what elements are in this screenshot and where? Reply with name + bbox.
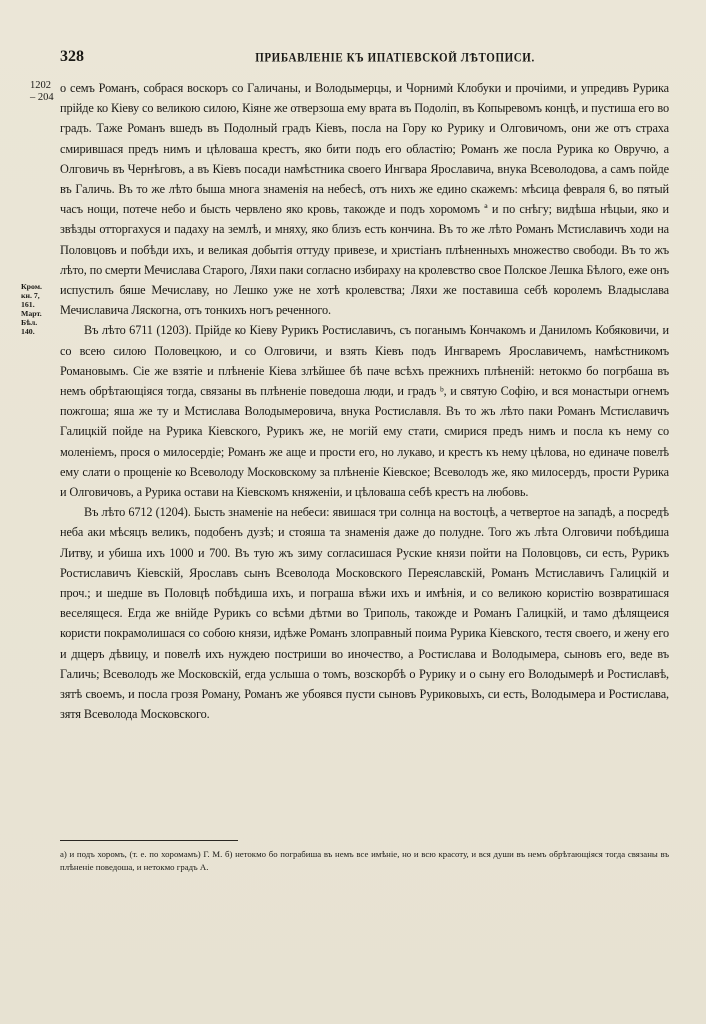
margin-year-end: – 204 bbox=[30, 92, 54, 103]
footnote: а) и подъ хоромъ, (т. е. по хоромамъ) Г. М. б) нетокмо бо пограбиша въ немъ все имѣніе, но и всю красоту, и вся души въ немъ обрѣтающіяся тогда связаны въ плѣненіе поведоша, и нетокмо градъ А. bbox=[60, 849, 669, 873]
page-number: 328 bbox=[60, 48, 84, 65]
margin-source-line: Кром. bbox=[21, 282, 42, 291]
footnote-divider bbox=[60, 840, 238, 841]
footnotes bbox=[60, 848, 669, 875]
paragraph-year-6712: Въ лѣто 6712 (1204). Бысть знаменіе на небеси: явишася три солнца на востоцѣ, а четвертое на западѣ, а посредѣ неба аки мѣсяцъ великъ, подобенъ дузѣ; и стояша та знаменія даже до полудне. Того жъ лѣта Олговичи побѣдиша Литву, и убиша ихъ 1000 и 700. Въ тую жъ зиму согласишася Руские князи пойти на Половцовъ, си есть, Рурикъ Ростиславичъ Кіевскій, Ярославъ сынъ Всеволода Московского Переяславскій, Романъ Мстиславичъ Галицкій и проч.; и шедше въ Половцѣ побѣдиша ихъ, и пограша вѣжи ихъ и имѣнія, и со великою користію возвратишася веселящеся. Егда же внійде Рурикъ со всѣми дѣтми во Триполь, такожде и Романъ Галицкій, и тамо дѣлящеися користи покрамолишася со собою князи, идѣже Романъ злоправный поима Рурика Кіевского, тестя своего, и жену его и дщеръ дѣвицу, и повелѣ ихъ нуждею постриши во иночество, а Ростислава и Володымера, сыновъ его, веде въ Галичь; Всеволодъ же Московскій, егда услыша о томъ, возскорбѣ о Рурику и о сыну его Володымерѣ и Ростиславѣ, зятѣ своемъ, и посла грозя Роману, Романъ же убоявся пусти сыновъ Руриковыхъ, си есть, Володымера и Ростислава, зятя Всеволода Московского. bbox=[60, 505, 669, 722]
margin-source-line: 161. bbox=[21, 300, 35, 310]
margin-source-line: 140. bbox=[21, 327, 35, 337]
margin-source-reference bbox=[21, 282, 57, 337]
paragraph-year-6711: Въ лѣто 6711 (1203). Прійде ко Кіеву Рурикъ Ростиславичъ, съ поганымъ Кончакомъ и Даниломъ Кобяковичи, и со всею силою Половецкою, и со Олговичи, и взять Кіевъ подъ Ингваремъ Ярославичемъ, намѣстникомъ Романовымъ. Сіе же взятіе и плѣненіе Кіева злѣйшее бѣ паче всѣхъ прежнихъ плѣненій: нетокмо бо погрбаша въ немъ обрѣтающіяся тогда, связаны въ плѣненіе поведоша люди, и градъ ᵇ, и святую Софію, и вся монастыри огнемъ пожгоша; яша же ту и Мстислава Володымеровича, внука Ростиславля. Въ то жъ лѣто паки Романъ Мстиславичъ Галицкій пойде на Рурика Кіевского, Рурикъ же, не могій ему стати, смирися предъ нимъ и посла къ нему со моленіемъ, прося о милосердіе; Романъ же аще и прости его, но лукаво, и крестъ къ нему цѣлова, но единаче повелѣ ему слати о прощеніе ко Всеволоду Московскому за плѣненіе Кіевское; Всеволодъ же, яко милосердъ, прости Рурика и Олговичовъ, а Рурика остави на Кіевскомъ княженіи, и цѣловаша себѣ крестъ на любовь. bbox=[60, 323, 669, 500]
paragraph-1: о семъ Романъ, собрася воскоръ со Галичаны, и Володымерцы, и Чорнимѝ Клобуки и прочіими, и упредивъ Рурика прійде ко Кіеву со великою силою, Кіяне же отверзоша ему врата въ Подоліп, въ Копыревомъ концѣ, и пустиша его во градъ. Таже Романъ вшедъ въ Подолный градъ Кіевъ, посла на Гору ко Рурику и Олговичомъ, они же отъ страха смирившася предъ нимъ и цѣловаша крестъ, яко бити подъ его областію; Романъ же посла Рурика ко Овручю, а Олговичь въ Чернѣговъ, а въ Кіевъ посади намѣстника своего Ингвара Ярославича, внука Всеволодова, а самъ пойде въ Галичь. Въ то же лѣто быша многа знаменія на небесѣ, отъ нихъ же едино скажемъ: мѣсица февраля 6, во пятый часъ нощи, потече небо и бысть червлено яко кровь, такожде и подъ хоромомъ ª и по снѣгу; видѣша нѣцыи, яко и звѣзды отторгахуся и падаху на землѣ, и мняху, яко близъ есть кончина. Въ то же лѣто Романъ Мстиславичъ ходи на Половцовъ и побѣди ихъ, и великая добытія оттуду привезе, и христіанъ плѣненныхъ множество свободи. Въ то жъ лѣто, по смерти Мечислава Старого, Ляхи паки согласно избираху на кролевство свое Полское Лешка Бѣлого, еже онъ испустилъ бяше Мечиславу, но Лешко уже не хотѣ кролевства; Ляхи же поставиша себѣ королемъ Владыслава Мечиславича Ляскогна, отъ тонкихъ ногъ реченного. bbox=[60, 81, 669, 318]
chronicle-text bbox=[60, 78, 669, 725]
margin-source-line: Бѣл. bbox=[21, 318, 38, 328]
margin-year-start: 1202 bbox=[30, 80, 51, 91]
running-title: ПРИБАВЛЕНІЕ КЪ ИПАТІЕВСКОЙ ЛѢТОПИСИ. bbox=[255, 51, 535, 65]
margin-source-line: кн. 7, bbox=[21, 291, 40, 301]
page-header bbox=[60, 48, 670, 72]
margin-source-line: Март. bbox=[21, 309, 42, 319]
